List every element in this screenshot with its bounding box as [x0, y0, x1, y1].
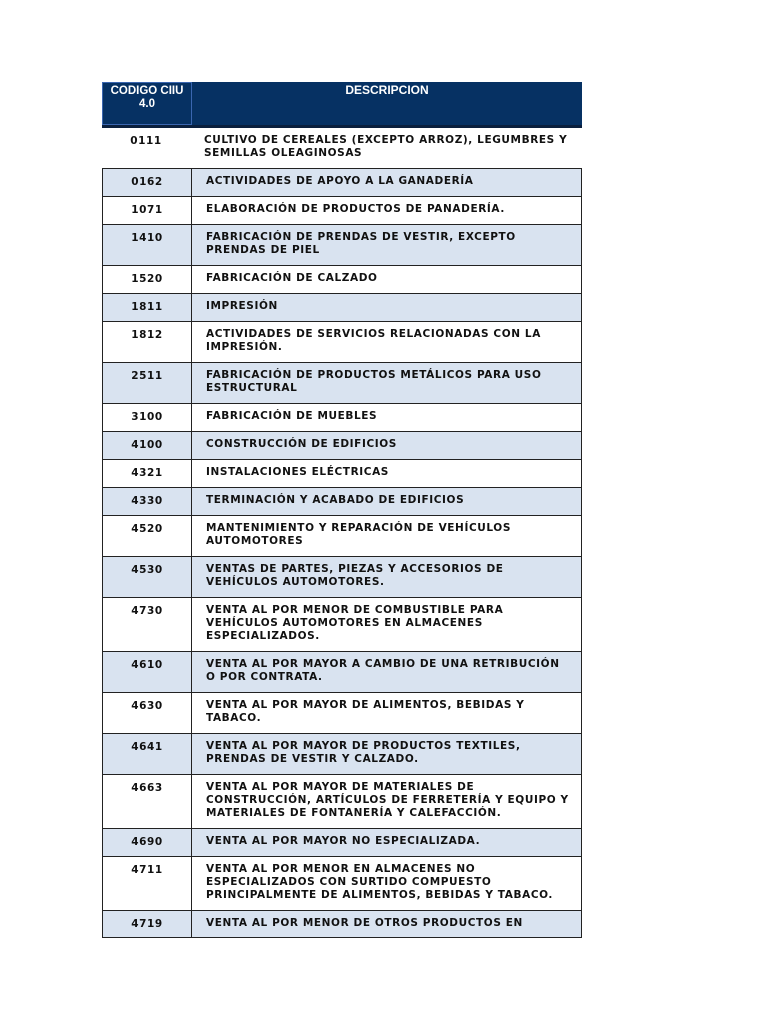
table-row	[102, 488, 582, 516]
ciiu-code-cell: 1811	[131, 301, 163, 313]
table-row	[102, 432, 582, 460]
table-row	[102, 225, 582, 266]
ciiu-code-cell: 2511	[131, 370, 163, 382]
description-cell: FABRICACIÓN DE MUEBLES	[191, 404, 581, 431]
table-row	[102, 294, 582, 322]
ciiu-code-cell: 4690	[131, 836, 163, 848]
description-cell: VENTA AL POR MENOR EN ALMACENES NO ESPECIALIZADOS CON SURTIDO COMPUESTO PRINCIPALMENTE DE ALIMENTOS, BEBIDAS Y TABACO.	[191, 857, 581, 910]
description-cell: VENTAS DE PARTES, PIEZAS Y ACCESORIOS DE VEHÍCULOS AUTOMOTORES.	[191, 557, 581, 597]
ciiu-code-cell: 4641	[131, 741, 163, 753]
ciiu-code-cell: 4330	[131, 495, 163, 507]
description-cell: VENTA AL POR MAYOR DE PRODUCTOS TEXTILES, PRENDAS DE VESTIR Y CALZADO.	[191, 734, 581, 774]
table-row	[102, 266, 582, 294]
ciiu-code-cell: 4100	[131, 439, 163, 451]
description-cell: VENTA AL POR MENOR DE COMBUSTIBLE PARA VEHÍCULOS AUTOMOTORES EN ALMACENES ESPECIALIZADOS.	[191, 598, 581, 651]
description-cell: FABRICACIÓN DE PRENDAS DE VESTIR, EXCEPTO PRENDAS DE PIEL	[191, 225, 581, 265]
description-cell: ACTIVIDADES DE APOYO A LA GANADERÍA	[191, 169, 581, 196]
ciiu-code-cell: 4711	[131, 864, 163, 876]
table-row	[102, 460, 582, 488]
ciiu-code-cell: 1071	[131, 204, 163, 216]
description-cell: FABRICACIÓN DE PRODUCTOS METÁLICOS PARA USO ESTRUCTURAL	[191, 363, 581, 403]
table-row	[102, 363, 582, 404]
ciiu-code-cell: 0162	[131, 176, 163, 188]
header-description-column: DESCRIPCION	[345, 83, 429, 97]
ciiu-code-cell: 4321	[131, 467, 163, 479]
ciiu-code-cell: 1812	[131, 329, 163, 341]
table-row	[102, 857, 582, 911]
description-cell: MANTENIMIENTO Y REPARACIÓN DE VEHÍCULOS AUTOMOTORES	[191, 516, 581, 556]
description-cell: VENTA AL POR MAYOR DE MATERIALES DE CONSTRUCCIÓN, ARTÍCULOS DE FERRETERÍA Y EQUIPO Y MATERIALES DE FONTANERÍA Y CALEFACCIÓN.	[191, 775, 581, 828]
ciiu-code-cell: 4663	[131, 782, 163, 794]
description-cell: ACTIVIDADES DE SERVICIOS RELACIONADAS CON LA IMPRESIÓN.	[191, 322, 581, 362]
description-cell: TERMINACIÓN Y ACABADO DE EDIFICIOS	[191, 488, 581, 515]
description-cell: VENTA AL POR MAYOR A CAMBIO DE UNA RETRIBUCIÓN O POR CONTRATA.	[191, 652, 581, 692]
table-row	[102, 598, 582, 652]
table-row	[102, 652, 582, 693]
table-row	[102, 404, 582, 432]
table-row	[102, 128, 582, 169]
description-cell: ELABORACIÓN DE PRODUCTOS DE PANADERÍA.	[191, 197, 581, 224]
table-header	[102, 82, 582, 128]
description-cell: CONSTRUCCIÓN DE EDIFICIOS	[191, 432, 581, 459]
ciiu-code-cell: 4630	[131, 700, 163, 712]
description-cell: VENTA AL POR MAYOR NO ESPECIALIZADA.	[191, 829, 581, 856]
table-row	[102, 693, 582, 734]
header-code-column: CODIGO CIIU 4.0	[102, 82, 192, 125]
table-row	[102, 322, 582, 363]
ciiu-code-cell: 4730	[131, 605, 163, 617]
table-row	[102, 775, 582, 829]
ciiu-code-cell: 4610	[131, 659, 163, 671]
table-row	[102, 197, 582, 225]
table-row	[102, 557, 582, 598]
ciiu-code-cell: 4520	[131, 523, 163, 535]
description-cell: VENTA AL POR MAYOR DE ALIMENTOS, BEBIDAS Y TABACO.	[191, 693, 581, 733]
table-body	[102, 128, 582, 938]
ciiu-code-cell: 3100	[131, 411, 163, 423]
description-cell: VENTA AL POR MENOR DE OTROS PRODUCTOS EN	[191, 911, 581, 937]
description-cell: INSTALACIONES ELÉCTRICAS	[191, 460, 581, 487]
ciiu-code-cell: 4719	[131, 918, 163, 930]
table-row	[102, 911, 582, 938]
description-cell: CULTIVO DE CEREALES (EXCEPTO ARROZ), LEGUMBRES Y SEMILLAS OLEAGINOSAS	[204, 134, 568, 159]
ciiu-code-cell: 1410	[131, 232, 163, 244]
ciiu-code-cell: 4530	[131, 564, 163, 576]
table-row	[102, 829, 582, 857]
description-cell: FABRICACIÓN DE CALZADO	[191, 266, 581, 293]
description-cell: IMPRESIÓN	[191, 294, 581, 321]
table-row	[102, 169, 582, 197]
ciiu-code-cell: 1520	[131, 273, 163, 285]
table-row	[102, 516, 582, 557]
table-row	[102, 734, 582, 775]
ciiu-code-cell: 0111	[130, 135, 162, 147]
